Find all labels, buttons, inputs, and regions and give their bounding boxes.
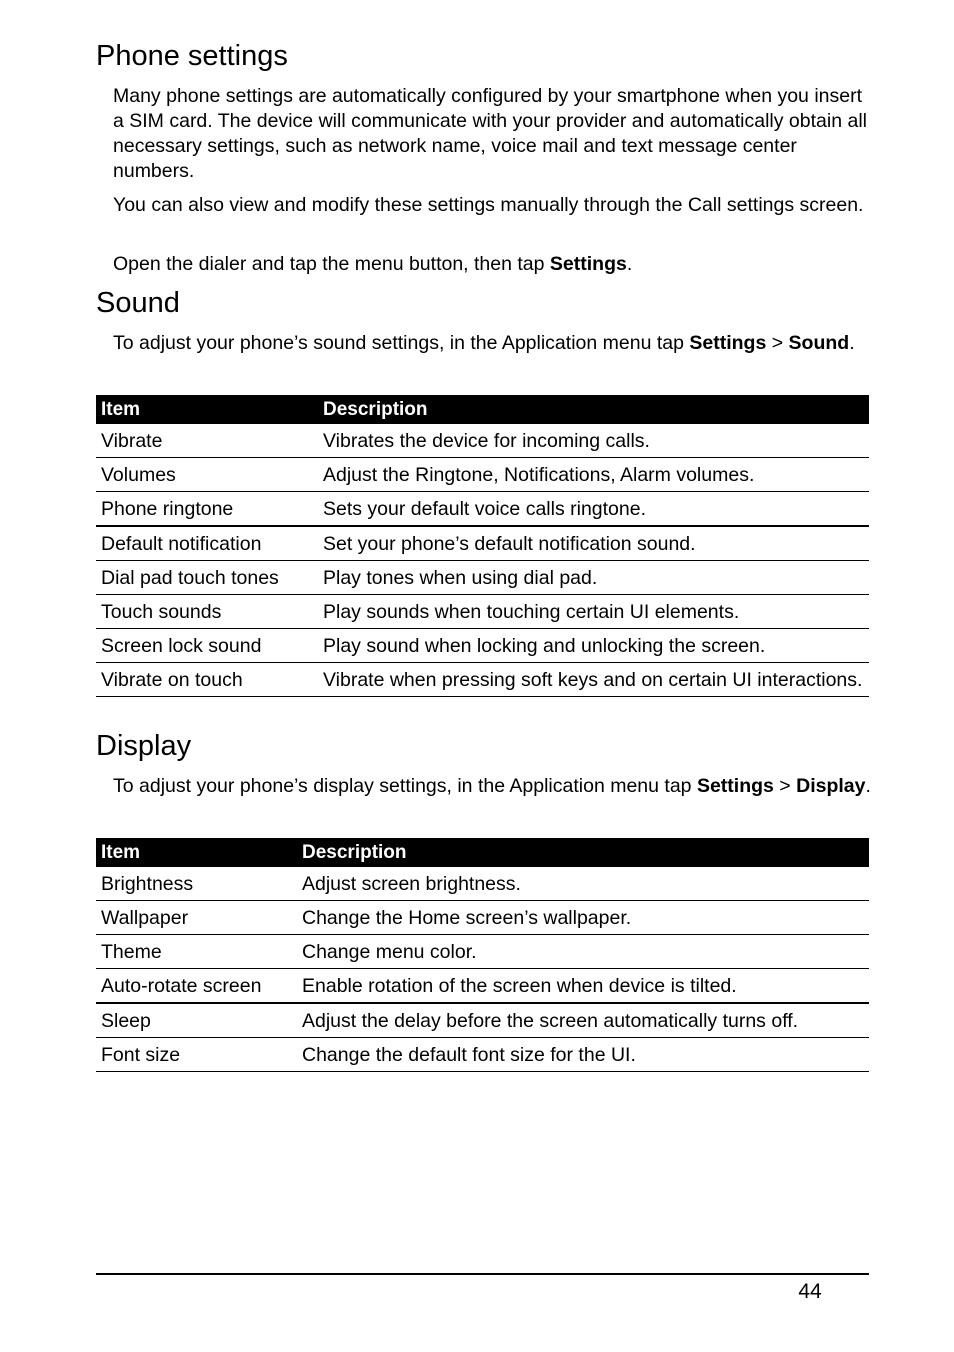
footer-divider bbox=[96, 1273, 869, 1275]
phone-settings-paragraph-3-end: . bbox=[626, 253, 633, 275]
column-header-item: Item bbox=[96, 838, 297, 867]
item-cell: Theme bbox=[96, 935, 297, 969]
item-cell: Auto-rotate screen bbox=[96, 969, 297, 1004]
item-cell: Touch sounds bbox=[96, 595, 318, 629]
display-heading: Display bbox=[96, 730, 192, 762]
table-row bbox=[96, 1038, 869, 1072]
item-cell: Font size bbox=[96, 1038, 297, 1072]
display-intro-display-term: Display bbox=[796, 775, 866, 797]
table-row bbox=[96, 526, 869, 561]
column-header-item: Item bbox=[96, 395, 318, 424]
phone-settings-settings-term: Settings bbox=[549, 253, 627, 275]
item-cell: Default notification bbox=[96, 526, 318, 561]
phone-settings-paragraph-2: You can also view and modify these settings manually through the Call settings screen. bbox=[113, 194, 864, 216]
table-row bbox=[96, 969, 869, 1004]
description-cell: Set your phone’s default notification sound. bbox=[318, 526, 869, 561]
item-cell: Wallpaper bbox=[96, 901, 297, 935]
display-intro-separator: > bbox=[773, 775, 797, 797]
description-cell: Play tones when using dial pad. bbox=[318, 561, 869, 595]
sound-settings-table bbox=[96, 395, 869, 697]
item-cell: Vibrate bbox=[96, 424, 318, 458]
item-cell: Vibrate on touch bbox=[96, 663, 318, 697]
table-row bbox=[96, 595, 869, 629]
item-cell: Brightness bbox=[96, 867, 297, 901]
display-settings-table bbox=[96, 838, 869, 1072]
phone-settings-paragraph-3-text: Open the dialer and tap the menu button, then tap bbox=[113, 253, 550, 275]
sound-intro-sound-term: Sound bbox=[788, 332, 850, 354]
display-intro-end: . bbox=[865, 775, 871, 797]
column-header-description: Description bbox=[318, 395, 869, 424]
table-row bbox=[96, 935, 869, 969]
description-cell: Change the Home screen’s wallpaper. bbox=[297, 901, 869, 935]
table-row bbox=[96, 867, 869, 901]
description-cell: Change menu color. bbox=[297, 935, 869, 969]
description-cell: Vibrate when pressing soft keys and on certain UI interactions. bbox=[318, 663, 869, 697]
phone-settings-paragraph-3 bbox=[113, 252, 873, 277]
item-cell: Phone ringtone bbox=[96, 492, 318, 527]
table-row bbox=[96, 901, 869, 935]
item-cell: Volumes bbox=[96, 458, 318, 492]
display-intro-settings-term: Settings bbox=[696, 775, 774, 797]
description-cell: Play sound when locking and unlocking the screen. bbox=[318, 629, 869, 663]
sound-intro-separator: > bbox=[766, 332, 789, 354]
description-cell: Change the default font size for the UI. bbox=[297, 1038, 869, 1072]
table-header-row bbox=[96, 395, 869, 424]
phone-settings-heading: Phone settings bbox=[96, 40, 288, 72]
description-cell: Sets your default voice calls ringtone. bbox=[318, 492, 869, 527]
table-row bbox=[96, 561, 869, 595]
description-cell: Vibrates the device for incoming calls. bbox=[318, 424, 869, 458]
description-cell: Play sounds when touching certain UI elements. bbox=[318, 595, 869, 629]
sound-intro-end: . bbox=[849, 332, 855, 354]
phone-settings-paragraph-1: Many phone settings are automatically configured by your smartphone when you insert a SIM card. The device will communicate with your provider and automatically obtain all necessary settings, such as network name, voice mail and text message center numbers. bbox=[113, 85, 867, 182]
table-row bbox=[96, 1003, 869, 1038]
sound-heading: Sound bbox=[96, 287, 180, 319]
table-row bbox=[96, 663, 869, 697]
table-header-row bbox=[96, 838, 869, 867]
display-intro-text: To adjust your phone’s display settings, in the Application menu tap bbox=[113, 775, 697, 797]
sound-intro-settings-term: Settings bbox=[689, 332, 767, 354]
table-row bbox=[96, 424, 869, 458]
display-intro bbox=[113, 774, 873, 799]
page-number: 44 bbox=[798, 1280, 822, 1303]
description-cell: Adjust the delay before the screen automatically turns off. bbox=[297, 1003, 869, 1038]
item-cell: Dial pad touch tones bbox=[96, 561, 318, 595]
table-row bbox=[96, 458, 869, 492]
description-cell: Adjust the Ringtone, Notifications, Alarm volumes. bbox=[318, 458, 869, 492]
item-cell: Sleep bbox=[96, 1003, 297, 1038]
sound-intro-text: To adjust your phone’s sound settings, in the Application menu tap bbox=[113, 332, 690, 354]
table-row bbox=[96, 492, 869, 527]
description-cell: Enable rotation of the screen when device is tilted. bbox=[297, 969, 869, 1004]
sound-intro bbox=[113, 331, 873, 356]
table-row bbox=[96, 629, 869, 663]
column-header-description: Description bbox=[297, 838, 869, 867]
description-cell: Adjust screen brightness. bbox=[297, 867, 869, 901]
item-cell: Screen lock sound bbox=[96, 629, 318, 663]
